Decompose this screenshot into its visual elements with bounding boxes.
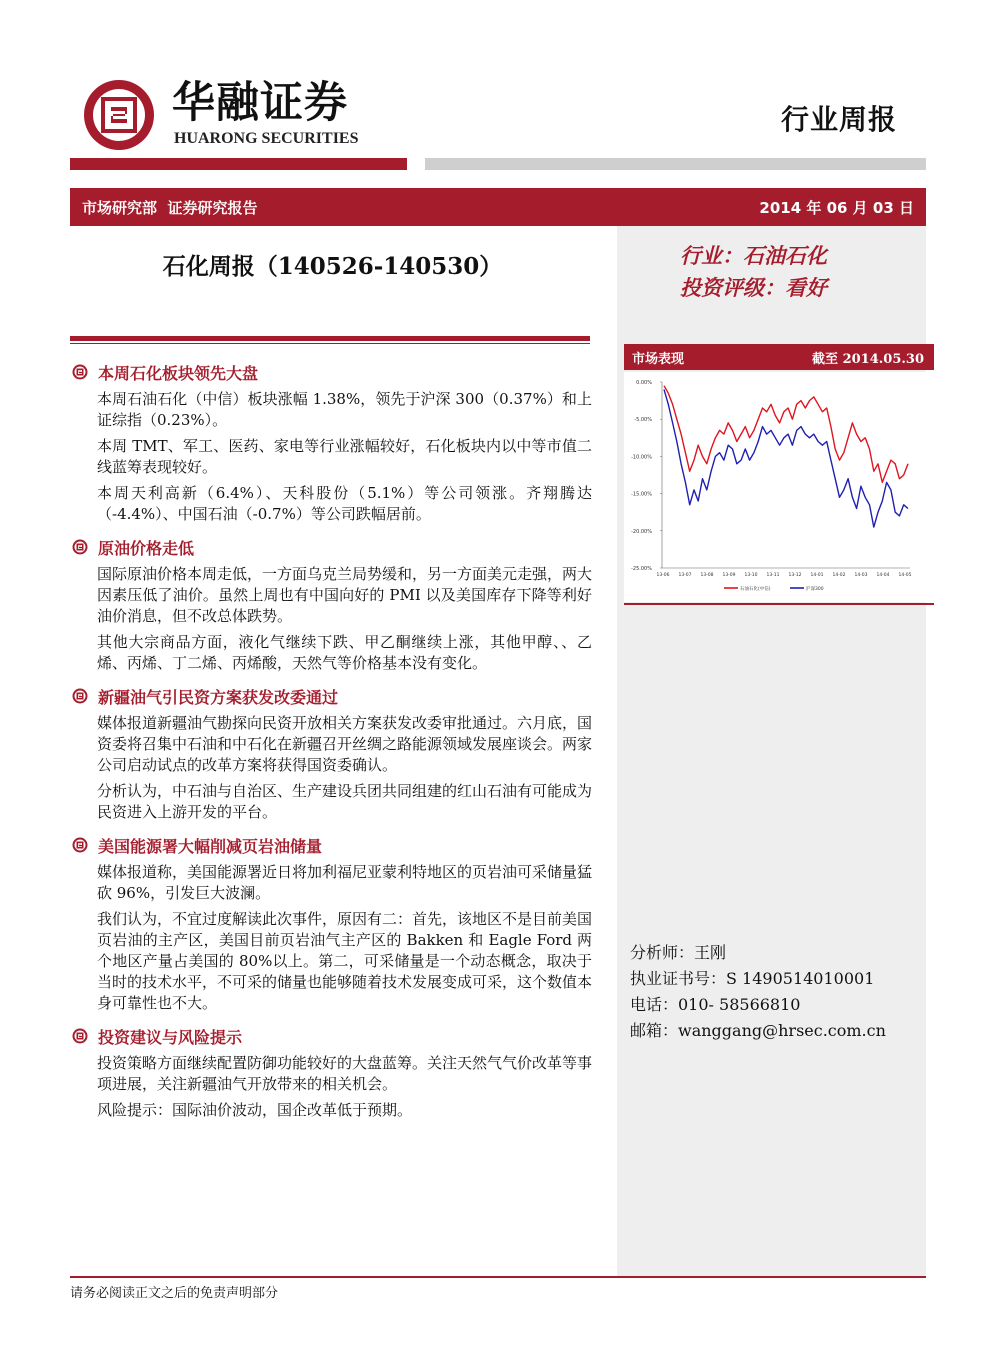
y-tick-label: -15.00% (631, 491, 652, 498)
series-line-1 (664, 386, 908, 483)
section-bullet-icon (72, 364, 88, 380)
section-bullet-icon (72, 688, 88, 704)
section-title (72, 360, 592, 384)
y-tick-label: 0.00% (636, 380, 652, 386)
market-performance-chart (624, 372, 934, 602)
y-tick-label: -20.00% (631, 528, 652, 535)
legend-label: 沪深300 (806, 587, 824, 592)
analyst-license: 执业证书号：S 1490514010001 (630, 969, 875, 988)
y-tick-label: -5.00% (634, 417, 652, 424)
analyst-name: 分析师：王刚 (630, 943, 727, 962)
section-bullet-icon (72, 1028, 88, 1044)
section-paragraph: 媒体报道称，美国能源署近日将加利福尼亚蒙利特地区的页岩油可采储量猛砍 96%，引发巨大波澜。 (97, 863, 593, 902)
section-title (72, 1024, 592, 1048)
section-title-text: 本周石化板块领先大盘 (98, 363, 259, 383)
x-tick-label: 14-01 (810, 573, 824, 578)
report-section (70, 1024, 592, 1121)
report-section (70, 684, 592, 823)
report-body (70, 360, 592, 1131)
legend-label: 石油石化(中信) (740, 587, 771, 592)
footer-divider (70, 1276, 926, 1278)
section-title-text: 新疆油气引民资方案获发改委通过 (98, 687, 339, 707)
analyst-info (630, 940, 886, 1044)
decor-bar-gray (425, 158, 926, 170)
brand-name-cn: 华融证券 (172, 78, 348, 128)
x-tick-label: 13-09 (722, 573, 736, 578)
brand-name-en: HUARONG SECURITIES (174, 130, 359, 147)
report-title: 石化周报（140526-140530） (162, 253, 503, 280)
report-date: 2014 年 06 月 03 日 (759, 198, 914, 217)
chart-header (624, 344, 934, 370)
y-tick-label: -10.00% (631, 454, 652, 461)
x-tick-label: 13-10 (744, 573, 758, 578)
industry-label: 行业：石油石化 (680, 243, 827, 268)
section-title-text: 原油价格走低 (98, 538, 195, 558)
section-paragraph: 本周石油石化（中信）板块涨幅 1.38%，领先于沪深 300（0.37%）和上证综指（0.23%）。 (97, 390, 592, 429)
section-paragraph: 其他大宗商品方面，液化气继续下跌、甲乙酮继续上涨，其他甲醇、、乙烯、丙烯、丁二烯、丙烯酸，天然气等价格基本没有变化。 (97, 633, 592, 672)
chart-label: 市场表现 (632, 351, 685, 367)
x-tick-label: 13-08 (700, 573, 714, 578)
section-title-text: 投资建议与风险提示 (98, 1027, 243, 1047)
title-divider-thin (70, 343, 590, 344)
chart-as-of: 截至 2014.05.30 (812, 351, 924, 367)
section-paragraph: 国际原油价格本周走低，一方面乌克兰局势缓和，另一方面美元走强，两大因素压低了油价。虽然上周也有中国向好的 PMI 以及美国库存下降等利好油价消息，但不改总体跌势。 (97, 565, 593, 625)
huarong-logo (82, 78, 156, 152)
section-title (72, 535, 592, 559)
section-paragraph: 风险提示：国际油价波动，国企改革低于预期。 (97, 1101, 413, 1119)
chart-divider (624, 603, 934, 605)
rating-block (680, 240, 827, 304)
section-title-text: 美国能源署大幅削减页岩油储量 (98, 836, 323, 856)
section-paragraph: 投资策略方面继续配置防御功能较好的大盘蓝筹。关注天然气气价改革等事项进展，关注新疆油气开放带来的相关机会。 (97, 1054, 593, 1093)
x-tick-label: 13-06 (656, 573, 670, 578)
report-section (70, 360, 592, 525)
footer-disclaimer: 请务必阅读正文之后的免责声明部分 (70, 1286, 279, 1301)
x-tick-label: 14-04 (876, 573, 890, 578)
x-tick-label: 14-03 (854, 573, 868, 578)
report-section (70, 535, 592, 674)
section-title (72, 684, 592, 708)
section-paragraph: 本周天利高新（6.4%）、天科股份（5.1%）等公司领涨。齐翔腾达（-4.4%）、中国石油（-0.7%）等公司跌幅居前。 (97, 484, 592, 523)
section-bullet-icon (72, 837, 88, 853)
investment-rating: 投资评级：看好 (680, 275, 827, 300)
x-tick-label: 13-12 (788, 573, 802, 578)
section-title (72, 833, 592, 857)
title-divider (70, 336, 590, 341)
report-header-band (70, 188, 926, 226)
decor-bar-red (70, 158, 407, 170)
department-label: 市场研究部 证券研究报告 (82, 198, 258, 217)
x-tick-label: 13-07 (678, 573, 692, 578)
section-paragraph: 媒体报道新疆油气勘探向民资开放相关方案获发改委审批通过。六月底，国资委将召集中石油和中石化在新疆召开丝绸之路能源领域发展座谈会。两家公司启动试点的改革方案将获得国资委确认。 (97, 714, 593, 774)
y-tick-label: -25.00% (631, 566, 652, 572)
x-tick-label: 14-05 (898, 573, 912, 578)
document-type: 行业周报 (780, 103, 897, 136)
section-paragraph: 分析认为，中石油与自治区、生产建设兵团共同组建的红山石油有可能成为民资进入上游开发的平台。 (97, 782, 593, 821)
analyst-phone: 电话：010- 58566810 (630, 995, 801, 1014)
section-bullet-icon (72, 539, 88, 555)
section-paragraph: 我们认为，不宜过度解读此次事件，原因有二：首先，该地区不是目前美国页岩油的主产区，美国目前页岩油气主产区的 Bakken 和 Eagle Ford 两个地区产量占美国的 80%以上。第二，可采储量是一个动态概念，取决于当时的技术水平，不可采的储量也能够随着技术发展变成可采，这个数值本身可靠性也不大。 (97, 910, 593, 1012)
analyst-email: 邮箱：wanggang@hrsec.com.cn (630, 1021, 886, 1040)
x-tick-label: 13-11 (766, 573, 780, 578)
chart-svg (624, 372, 934, 602)
section-paragraph: 本周 TMT、军工、医药、家电等行业涨幅较好，石化板块内以中等市值二线蓝筹表现较好。 (97, 437, 592, 476)
x-tick-label: 14-02 (832, 573, 846, 578)
report-section (70, 833, 592, 1014)
